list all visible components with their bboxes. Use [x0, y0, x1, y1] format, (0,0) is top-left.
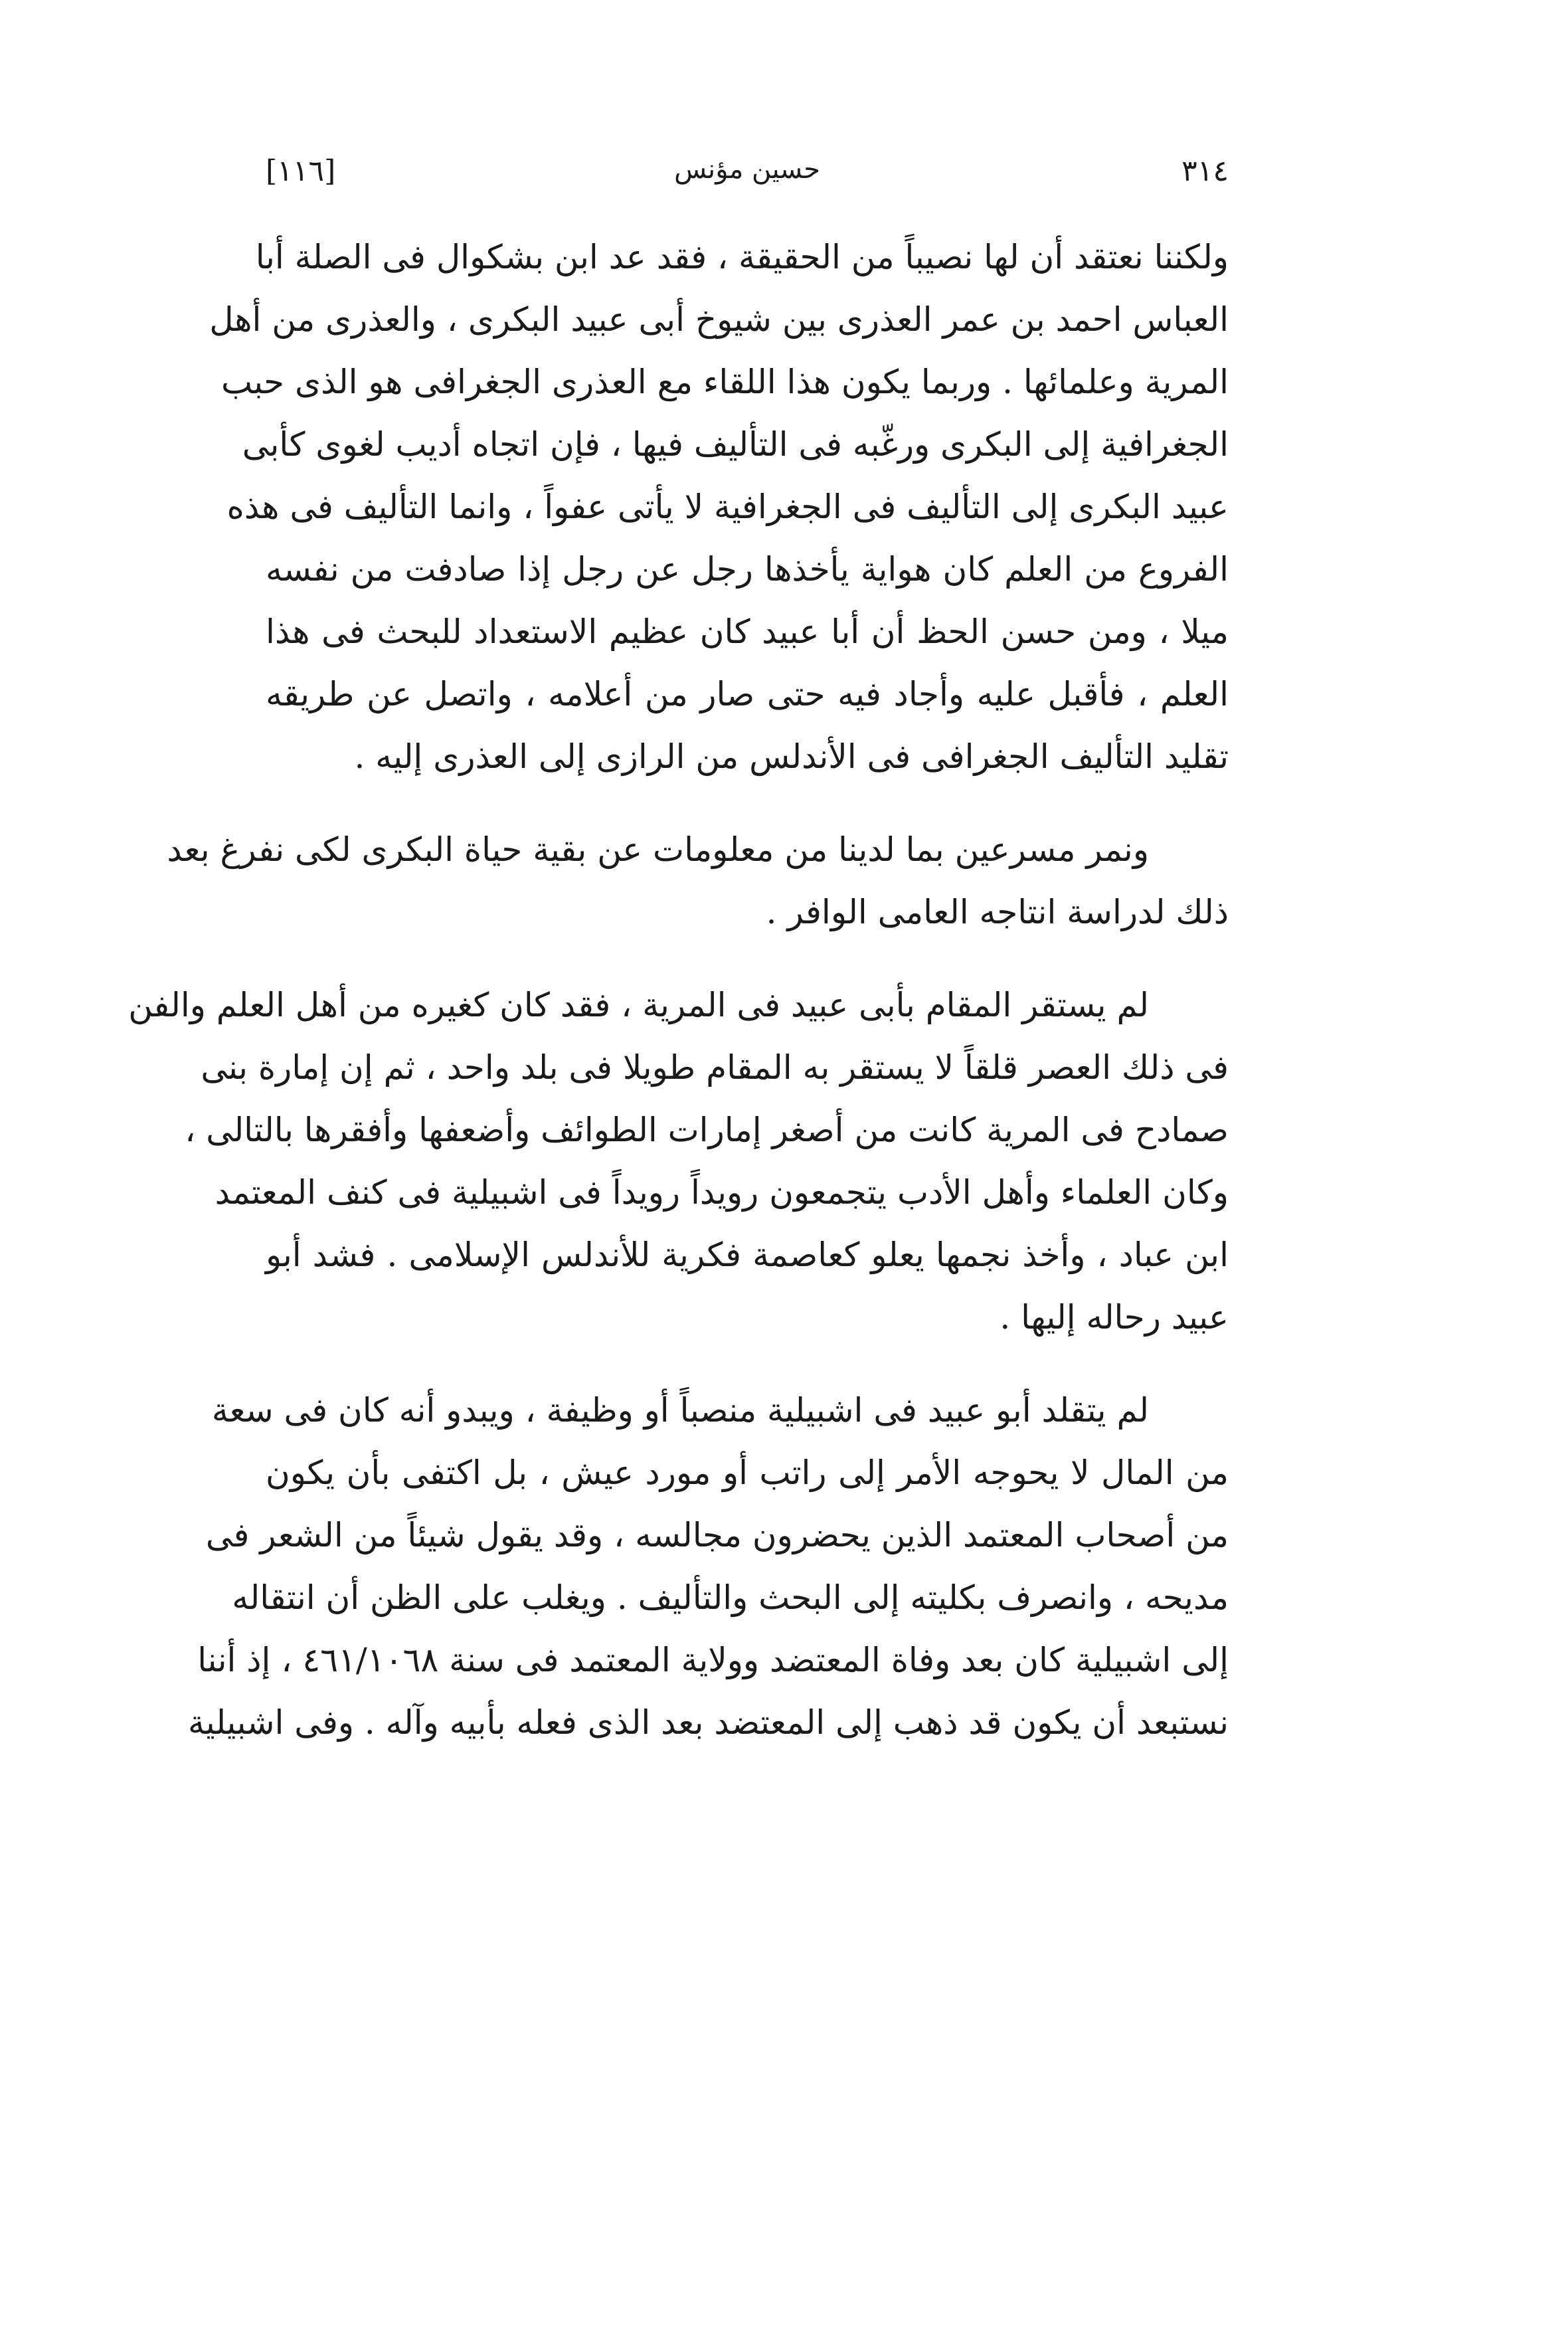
text-line: لم يستقر المقام بأبى عبيد فى المرية ، فقد كان كغيره من أهل العلم والفن — [128, 986, 1149, 1024]
text-line: ولكننا نعتقد أن لها نصيباً من الحقيقة ، فقد عد ابن بشكوال فى الصلة أبا — [255, 238, 1229, 276]
text-line: صمادح فى المرية كانت من أصغر إمارات الطوائف وأضعفها وأفقرها بالتالى ، — [185, 1111, 1229, 1149]
text-line: ذلك لدراسة انتاجه العامى الوافر . — [766, 893, 1229, 931]
text-line: عبيد البكرى إلى التأليف فى الجغرافية لا يأتى عفواً ، وانما التأليف فى هذه — [226, 488, 1229, 526]
text-line: فى ذلك العصر قلقاً لا يستقر به المقام طويلا فى بلد واحد ، ثم إن إمارة بنى — [201, 1048, 1229, 1087]
text-line: إلى اشبيلية كان بعد وفاة المعتضد وولاية المعتمد فى سنة ٤٦١/١٠٦٨ ، إذ أننا — [197, 1641, 1229, 1679]
paragraph-1 — [209, 226, 1229, 788]
text-line: ميلا ، ومن حسن الحظ أن أبا عبيد كان عظيم الاستعداد للبحث فى هذا — [266, 612, 1229, 651]
text-line: العلم ، فأقبل عليه وأجاد فيه حتى صار من أعلامه ، واتصل عن طريقه — [266, 675, 1229, 713]
text-line: نستبعد أن يكون قد ذهب إلى المعتضد بعد الذى فعله بأبيه وآله . وفى اشبيلية — [187, 1703, 1229, 1742]
text-line: تقليد التأليف الجغرافى فى الأندلس من الرازى إلى العذرى إليه . — [354, 737, 1229, 776]
page-number: ٣١٤ — [1181, 154, 1229, 188]
original-page-number: [١١٦] — [266, 154, 336, 188]
paragraph-2 — [167, 818, 1229, 943]
text-line: عبيد رحاله إليها . — [1000, 1298, 1229, 1337]
text-line: الفروع من العلم كان هواية يأخذها رجل عن رجل إذا صادفت من نفسه — [266, 550, 1229, 589]
text-line: المرية وعلمائها . وربما يكون هذا اللقاء مع العذرى الجغرافى هو الذى حبب — [220, 363, 1229, 401]
body-text — [128, 226, 1229, 1754]
text-line: وكان العلماء وأهل الأدب يتجمعون رويداً رويداً فى اشبيلية فى كنف المعتمد — [215, 1173, 1229, 1212]
text-line: العباس احمد بن عمر العذرى بين شيوخ أبى عبيد البكرى ، والعذرى من أهل — [209, 300, 1229, 339]
running-head: حسين مؤنس — [674, 154, 820, 185]
text-line: الجغرافية إلى البكرى ورغّبه فى التأليف فيها ، فإن اتجاه أديب لغوى كأبى — [242, 425, 1229, 464]
page-header — [266, 154, 1229, 207]
paragraph-4 — [187, 1379, 1229, 1754]
text-line: ابن عباد ، وأخذ نجمها يعلو كعاصمة فكرية للأندلس الإسلامى . فشد أبو — [266, 1236, 1229, 1274]
text-line: لم يتقلد أبو عبيد فى اشبيلية منصباً أو وظيفة ، ويبدو أنه كان فى سعة — [211, 1391, 1149, 1430]
text-line: من المال لا يحوجه الأمر إلى راتب أو مورد عيش ، بل اكتفى بأن يكون — [266, 1453, 1229, 1492]
text-line: مديحه ، وانصرف بكليته إلى البحث والتأليف . ويغلب على الظن أن انتقاله — [232, 1578, 1229, 1617]
text-line: من أصحاب المعتمد الذين يحضرون مجالسه ، وقد يقول شيئاً من الشعر فى — [205, 1516, 1229, 1554]
text-line: ونمر مسرعين بما لدينا من معلومات عن بقية حياة البكرى لكى نفرغ بعد — [167, 830, 1149, 869]
paragraph-3 — [128, 974, 1229, 1349]
